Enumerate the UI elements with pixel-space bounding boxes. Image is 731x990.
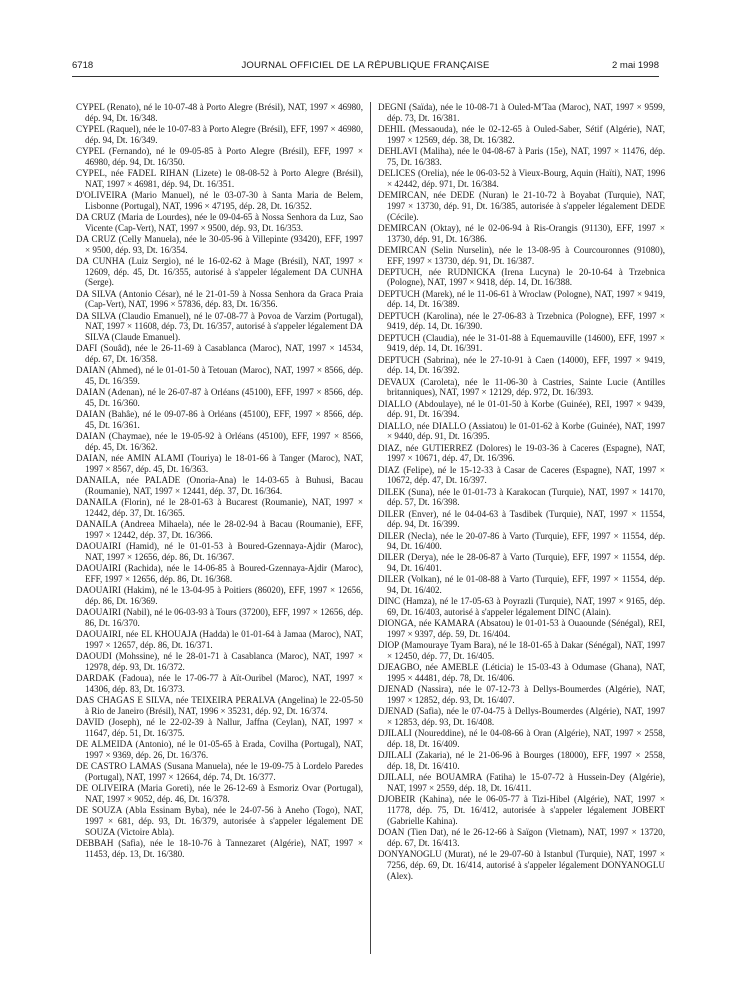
decree-entry: DAOUDI (Mohssine), né le 28-01-71 à Casablanca (Maroc), NAT, 1997 × 12978, dép. 93, Dt. 16/372. (76, 651, 363, 673)
decree-entry: DEPTUCH (Claudia), née le 31-01-88 à Equemauville (14600), EFF, 1997 × 9419, dép. 14, Dt. 16/391. (378, 332, 665, 354)
decree-entry: DIONGA, née KAMARA (Absatou) le 01-01-53 à Ouaounde (Sénégal), REI, 1997 × 9397, dép. 59, Dt. 16/404. (378, 618, 665, 640)
decree-entry: DILER (Volkan), né le 01-08-88 à Varto (Turquie), EFF, 1997 × 11554, dép. 94, Dt. 16/402. (378, 574, 665, 596)
decree-entry: DARDAK (Fadoua), née le 17-06-77 à Aït-Ouribel (Maroc), NAT, 1997 × 14306, dép. 83, Dt. 16/373. (76, 673, 363, 694)
decree-entry: DIALLO, née DIALLO (Assiatou) le 01-01-62 à Korbe (Guinée), NAT, 1997 × 9440, dép. 91, Dt. 16/395. (378, 420, 665, 442)
decree-entry: DAFI (Souâd), née le 26-11-69 à Casablanca (Maroc), NAT, 1997 × 14534, dép. 67, Dt. 16/358. (76, 343, 363, 365)
decree-entry: DA CRUZ (Maria de Lourdes), née le 09-04-65 à Nossa Senhora da Luz, Sao Vicente (Cap-Vert), NAT, 1997 × 9500, dép. 93, Dt. 16/353. (76, 211, 363, 233)
decree-entry: DE CASTRO LAMAS (Susana Manuela), née le 19-09-75 à Lordelo Paredes (Portugal), NAT, 1997 × 12664, dép. 74, Dt. 16/377. (76, 761, 363, 782)
decree-entry: DAOUAIRI, née EL KHOUAJA (Hadda) le 01-01-64 à Jamaa (Maroc), NAT, 1997 × 12657, dép. 86, Dt. 16/371. (76, 629, 363, 651)
decree-entry: DEHLAVI (Maliha), née le 04-08-67 à Paris (15e), NAT, 1997 × 11476, dép. 75, Dt. 16/383. (378, 145, 665, 167)
decree-entry: DEHIL (Messaouda), née le 02-12-65 à Ouled-Saber, Sétif (Algérie), NAT, 1997 × 12569, dép. 38, Dt. 16/382. (378, 123, 665, 145)
decree-entry: DE ALMEIDA (Antonio), né le 01-05-65 à Erada, Covilha (Portugal), NAT, 1997 × 9369, dép. 26, Dt. 16/376. (76, 739, 363, 760)
decree-entry: DA SILVA (Claudio Emanuel), né le 07-08-77 à Povoa de Varzim (Portugal), NAT, 1997 × 11608, dép. 73, Dt. 16/357, autorisé à s'appeler légalement DA SILVA (Claude Emanuel). (76, 310, 364, 343)
decree-entry: CYPEL (Raquel), née le 10-07-83 à Porto Alegre (Brésil), EFF, 1997 × 46980, dép. 94, Dt. 16/349. (76, 123, 363, 145)
decree-entry: DOAN (Tien Dat), né le 26-12-66 à Saïgon (Vietnam), NAT, 1997 × 13720, dép. 67, Dt. 16/413. (378, 827, 665, 848)
decree-entry: DAIAN, née AMIN ALAMI (Touriya) le 18-01-66 à Tanger (Maroc), NAT, 1997 × 8567, dép. 45, Dt. 16/363. (76, 453, 363, 475)
right-column (378, 102, 665, 882)
decree-entry: DELICES (Orelia), née le 06-03-52 à Vieux-Bourg, Aquin (Haïti), NAT, 1996 × 42442, dép. 971, Dt. 16/384. (378, 167, 665, 189)
decree-entry: DIAZ, née GUTIERREZ (Dolores) le 19-03-36 à Caceres (Espagne), NAT, 1997 × 10671, dép. 47, Dt. 16/396. (378, 442, 665, 464)
decree-entry: DJEAGBO, née AMEBLE (Léticia) le 15-03-43 à Odumase (Ghana), NAT, 1995 × 44481, dép. 78, Dt. 16/406. (378, 662, 665, 684)
decree-entry: DILER (Derya), née le 28-06-87 à Varto (Turquie), EFF, 1997 × 11554, dép. 94, Dt. 16/401. (378, 552, 665, 574)
decree-entry: DINC (Hamza), né le 17-05-63 à Poyrazli (Turquie), NAT, 1997 × 9165, dép. 69, Dt. 16/403, autorisé à s'appeler légalement DINC (Alain). (378, 596, 665, 618)
decree-entry: DEPTUCH, née RUDNICKA (Irena Lucyna) le 20-10-64 à Trzebnica (Pologne), NAT, 1997 × 9418, dép. 14, Dt. 16/388. (378, 266, 665, 288)
decree-entry: DAOUAIRI (Hakim), né le 13-04-95 à Poitiers (86020), EFF, 1997 × 12656, dép. 86, Dt. 16/369. (76, 585, 363, 607)
decree-entry: DAIAN (Adenan), né le 26-07-87 à Orléans (45100), EFF, 1997 × 8566, dép. 45, Dt. 16/360. (76, 387, 363, 409)
decree-entry: DAIAN (Bahâe), né le 09-07-86 à Orléans (45100), EFF, 1997 × 8566, dép. 45, Dt. 16/361. (76, 409, 363, 431)
decree-entry: DILER (Enver), né le 04-04-63 à Tasdibek (Turquie), NAT, 1997 × 11554, dép. 94, Dt. 16/399. (378, 508, 665, 530)
decree-entry: DE OLIVEIRA (Maria Goreti), née le 26-12-69 à Esmoriz Ovar (Portugal), NAT, 1997 × 9052, dép. 46, Dt. 16/378. (76, 783, 363, 804)
decree-entry: DIALLO (Abdoulaye), né le 01-01-50 à Korbe (Guinée), REI, 1997 × 9439, dép. 91, Dt. 16/394. (378, 398, 665, 420)
decree-entry: DAS CHAGAS E SILVA, née TEIXEIRA PERALVA (Angelina) le 22-05-50 à Rio de Janeiro (Brésil), NAT, 1996 × 35231, dép. 92, Dt. 16/374. (76, 695, 363, 716)
decree-entry: DIOP (Mamouraye Tyam Bara), né le 18-01-65 à Dakar (Sénégal), NAT, 1997 × 12450, dép. 77, Dt. 16/405. (378, 640, 665, 662)
decree-entry: DJOBEIR (Kahina), née le 06-05-77 à Tizi-Hibel (Algérie), NAT, 1997 × 11778, dép. 75, Dt. 16/412, autorisée à s'appeler légalement JOBERT (Gabrielle Kahina). (378, 794, 665, 826)
decree-entry: DONYANOGLU (Murat), né le 29-07-60 à Istanbul (Turquie), NAT, 1997 × 7256, dép. 69, Dt. 16/414, autorisé à s'appeler légalement DONYANOGLU (Alex). (378, 849, 665, 881)
journal-title: JOURNAL OFFICIEL DE LA RÉPUBLIQUE FRANÇAISE (241, 60, 490, 71)
decree-entry: DAIAN (Chaymae), née le 19-05-92 à Orléans (45100), EFF, 1997 × 8566, dép. 45, Dt. 16/362. (76, 431, 363, 453)
decree-entry: DAOUAIRI (Hamid), né le 01-01-53 à Boured-Gzennaya-Ajdir (Maroc), NAT, 1997 × 12656, dép. 86, Dt. 16/367. (76, 541, 363, 563)
decree-entry: DEPTUCH (Marek), né le 11-06-61 à Wroclaw (Pologne), NAT, 1997 × 9419, dép. 14, Dt. 16/389. (378, 288, 665, 310)
decree-entry: DANAILA (Florin), né le 28-01-63 à Bucarest (Roumanie), NAT, 1997 × 12442, dép. 37, Dt. 16/365. (76, 497, 363, 519)
decree-entry: CYPEL (Renato), né le 10-07-48 à Porto Alegre (Brésil), NAT, 1997 × 46980, dép. 94, Dt. 16/348. (76, 102, 363, 123)
page-header (72, 60, 659, 76)
decree-entry: DEVAUX (Caroleta), née le 11-06-30 à Castries, Sainte Lucie (Antilles britanniques), NAT, 1997 × 12129, dép. 972, Dt. 16/393. (378, 376, 665, 398)
decree-entry: DAOUAIRI (Nabil), né le 06-03-93 à Tours (37200), EFF, 1997 × 12656, dép. 86, Dt. 16/370. (76, 607, 363, 629)
decree-entry: DANAILA (Andreea Mihaela), née le 28-02-94 à Bacau (Roumanie), EFF, 1997 × 12442, dép. 37, Dt. 16/366. (76, 519, 363, 541)
decree-entry: DAOUAIRI (Rachida), née le 14-06-85 à Boured-Gzennaya-Ajdir (Maroc), EFF, 1997 × 12656, dép. 86, Dt. 16/368. (76, 563, 363, 585)
decree-entry: DA CUNHA (Luiz Sergio), né le 16-02-62 à Mage (Brésil), NAT, 1997 × 12609, dép. 45, Dt. 16/355, autorisé à s'appeler légalement DA CUNHA (Serge). (76, 255, 363, 288)
decree-entry: DEMIRCAN (Oktay), né le 02-06-94 à Ris-Orangis (91130), EFF, 1997 × 13730, dép. 91, Dt. 16/386. (378, 222, 665, 244)
decree-entry: DEMIRCAN, née DEDE (Nuran) le 21-10-72 à Boyabat (Turquie), NAT, 1997 × 13730, dép. 91, Dt. 16/385, autorisée à s'appeler légalement DEDE (Cécile). (378, 189, 665, 222)
decree-entry: DE SOUZA (Abla Essinam Byba), née le 24-07-56 à Aneho (Togo), NAT, 1997 × 681, dép. 93, Dt. 16/379, autorisée à s'appeler légalement DE SOUZA (Victoire Abla). (76, 805, 363, 837)
decree-entry: DILEK (Suna), née le 01-01-73 à Karakocan (Turquie), NAT, 1997 × 14170, dép. 57, Dt. 16/398. (378, 486, 665, 508)
decree-entry: DJILALI, née BOUAMRA (Fatiha) le 15-07-72 à Hussein-Dey (Algérie), NAT, 1997 × 2559, dép. 18, Dt. 16/411. (378, 772, 665, 794)
decree-entry: DIAZ (Felipe), né le 15-12-33 à Casar de Caceres (Espagne), NAT, 1997 × 10672, dép. 47, Dt. 16/397. (378, 464, 665, 486)
decree-entry: DEPTUCH (Sabrina), née le 27-10-91 à Caen (14000), EFF, 1997 × 9419, dép. 14, Dt. 16/392. (378, 354, 665, 376)
decree-entry: DILER (Necla), née le 20-07-86 à Varto (Turquie), EFF, 1997 × 11554, dép. 94, Dt. 16/400. (378, 530, 665, 552)
decree-entry: DJILALI (Noureddine), né le 04-08-66 à Oran (Algérie), NAT, 1997 × 2558, dép. 18, Dt. 16/409. (378, 728, 665, 750)
decree-entry: DEBBAH (Safia), née le 18-10-76 à Tannezaret (Algérie), NAT, 1997 × 11453, dép. 13, Dt. 16/380. (76, 837, 363, 859)
left-column (76, 102, 363, 860)
column-divider (370, 102, 371, 954)
decree-entry: CYPEL (Fernando), né le 09-05-85 à Porto Alegre (Brésil), EFF, 1997 × 46980, dép. 94, Dt. 16/350. (76, 145, 363, 167)
decree-entry: DA SILVA (Antonio César), né le 21-01-59 à Nossa Senhora da Graca Praia (Cap-Vert), NAT, 1996 × 57836, dép. 83, Dt. 16/356. (76, 288, 363, 310)
header-rule (72, 76, 659, 77)
decree-entry: DAIAN (Ahmed), né le 01-01-50 à Tetouan (Maroc), NAT, 1997 × 8566, dép. 45, Dt. 16/359. (76, 365, 363, 387)
decree-entry: DA CRUZ (Celly Manuela), née le 30-05-96 à Villepinte (93420), EFF, 1997 × 9500, dép. 93, Dt. 16/354. (76, 233, 363, 255)
decree-entry: DAVID (Joseph), né le 22-02-39 à Nallur, Jaffna (Ceylan), NAT, 1997 × 11647, dép. 51, Dt. 16/375. (76, 717, 363, 738)
decree-entry: DEGNI (Saïda), née le 10-08-71 à Ouled-M'Taa (Maroc), NAT, 1997 × 9599, dép. 73, Dt. 16/381. (378, 102, 665, 123)
issue-date: 2 mai 1998 (611, 60, 659, 71)
decree-entry: DEPTUCH (Karolina), née le 27-06-83 à Trzebnica (Pologne), EFF, 1997 × 9419, dép. 14, Dt. 16/390. (378, 310, 665, 332)
decree-entry: DJILALI (Zakaria), né le 21-06-96 à Bourges (18000), EFF, 1997 × 2558, dép. 18, Dt. 16/410. (378, 750, 665, 772)
decree-entry: DEMIRCAN (Selin Nurselin), née le 13-08-95 à Courcouronnes (91080), EFF, 1997 × 13730, dép. 91, Dt. 16/387. (378, 244, 665, 266)
decree-entry: DJENAD (Safia), née le 07-04-75 à Dellys-Boumerdes (Algérie), NAT, 1997 × 12853, dép. 93, Dt. 16/408. (378, 706, 665, 728)
decree-entry: CYPEL, née FADEL RIHAN (Lizete) le 08-08-52 à Porto Alegre (Brésil), NAT, 1997 × 46981, dép. 94, Dt. 16/351. (76, 167, 363, 189)
page-number: 6718 (72, 60, 94, 71)
decree-entry: DANAILA, née PALADE (Onoria-Ana) le 14-03-65 à Buhusi, Bacau (Roumanie), NAT, 1997 × 12441, dép. 37, Dt. 16/364. (76, 475, 363, 497)
decree-entry: D'OLIVEIRA (Mario Manuel), né le 03-07-30 à Santa Maria de Belem, Lisbonne (Portugal), NAT, 1996 × 47195, dép. 28, Dt. 16/352. (76, 189, 363, 211)
decree-entry: DJENAD (Nassira), née le 07-12-73 à Dellys-Boumerdes (Algérie), NAT, 1997 × 12852, dép. 93, Dt. 16/407. (378, 684, 665, 706)
